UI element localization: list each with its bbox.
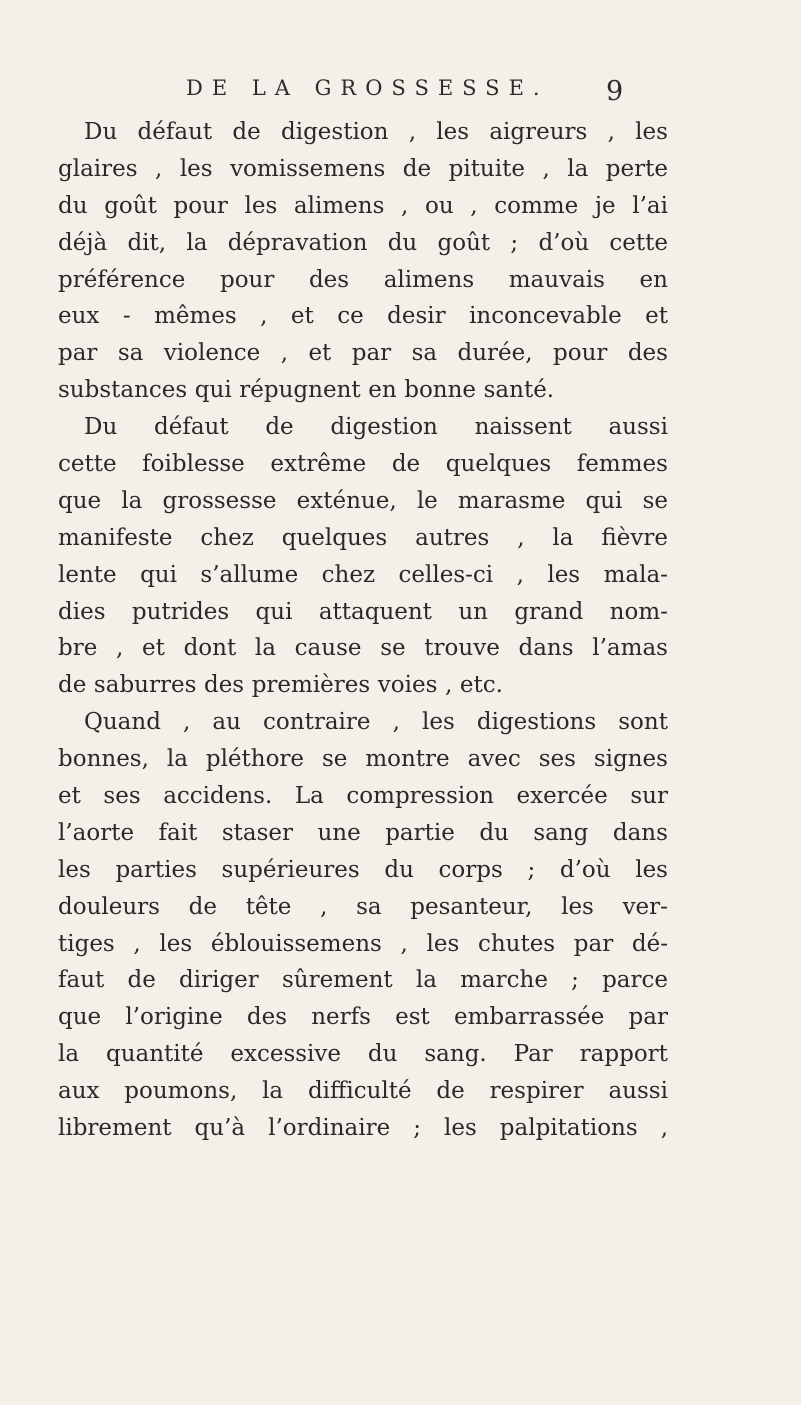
text-line: que l’origine des nerfs est embarrassée par [58, 1004, 668, 1031]
text-line: glaires , les vomissemens de pituite , la perte [58, 155, 668, 182]
text-line: tiges , les éblouissemens , les chutes par dé- [58, 930, 668, 957]
text-line: bre , et dont la cause se trouve dans l’amas [58, 635, 668, 662]
running-head: DE LA GROSSESSE. [186, 76, 549, 100]
text-line: Du défaut de digestion , les aigreurs , les [84, 119, 668, 145]
text-line: cette foiblesse extrême de quelques femmes [58, 451, 668, 478]
text-line: la quantité excessive du sang. Par rapport [58, 1041, 668, 1068]
text-line: que la grossesse exténue, le marasme qui se [58, 487, 668, 514]
text-line: bonnes, la pléthore se montre avec ses signes [58, 746, 668, 773]
text-line: préférence pour des alimens mauvais en [58, 266, 668, 293]
text-line: l’aorte fait staser une partie du sang dans [58, 819, 668, 846]
text-line: douleurs de tête , sa pesanteur, les ver- [58, 893, 668, 920]
text-line: Quand , au contraire , les digestions sont [84, 709, 668, 736]
text-line: par sa violence , et par sa durée, pour des [58, 340, 668, 367]
text-line: eux - mêmes , et ce desir inconcevable et [58, 303, 668, 330]
text-line: lente qui s’allume chez celles-ci , les mala- [58, 561, 668, 588]
text-line: Du défaut de digestion naissent aussi [84, 414, 668, 441]
text-line: déjà dit, la dépravation du goût ; d’où cette [58, 229, 668, 256]
text-line: les parties supérieures du corps ; d’où les [58, 856, 668, 883]
text-line: de saburres des premières voies , etc. [58, 672, 503, 699]
body-text [58, 114, 668, 1147]
page-number: 9 [606, 76, 624, 107]
text-line: aux poumons, la difficulté de respirer aussi [58, 1078, 668, 1105]
text-line: faut de diriger sûrement la marche ; parce [58, 967, 668, 994]
text-line: et ses accidens. La compression exercée sur [58, 783, 668, 810]
text-line: librement qu’à l’ordinaire ; les palpitations , [58, 1115, 668, 1142]
text-line: manifeste chez quelques autres , la fièvre [58, 524, 668, 551]
text-line: dies putrides qui attaquent un grand nom- [58, 598, 668, 625]
text-line: du goût pour les alimens , ou , comme je l’ai [58, 192, 668, 219]
text-line: substances qui répugnent en bonne santé. [58, 377, 555, 404]
